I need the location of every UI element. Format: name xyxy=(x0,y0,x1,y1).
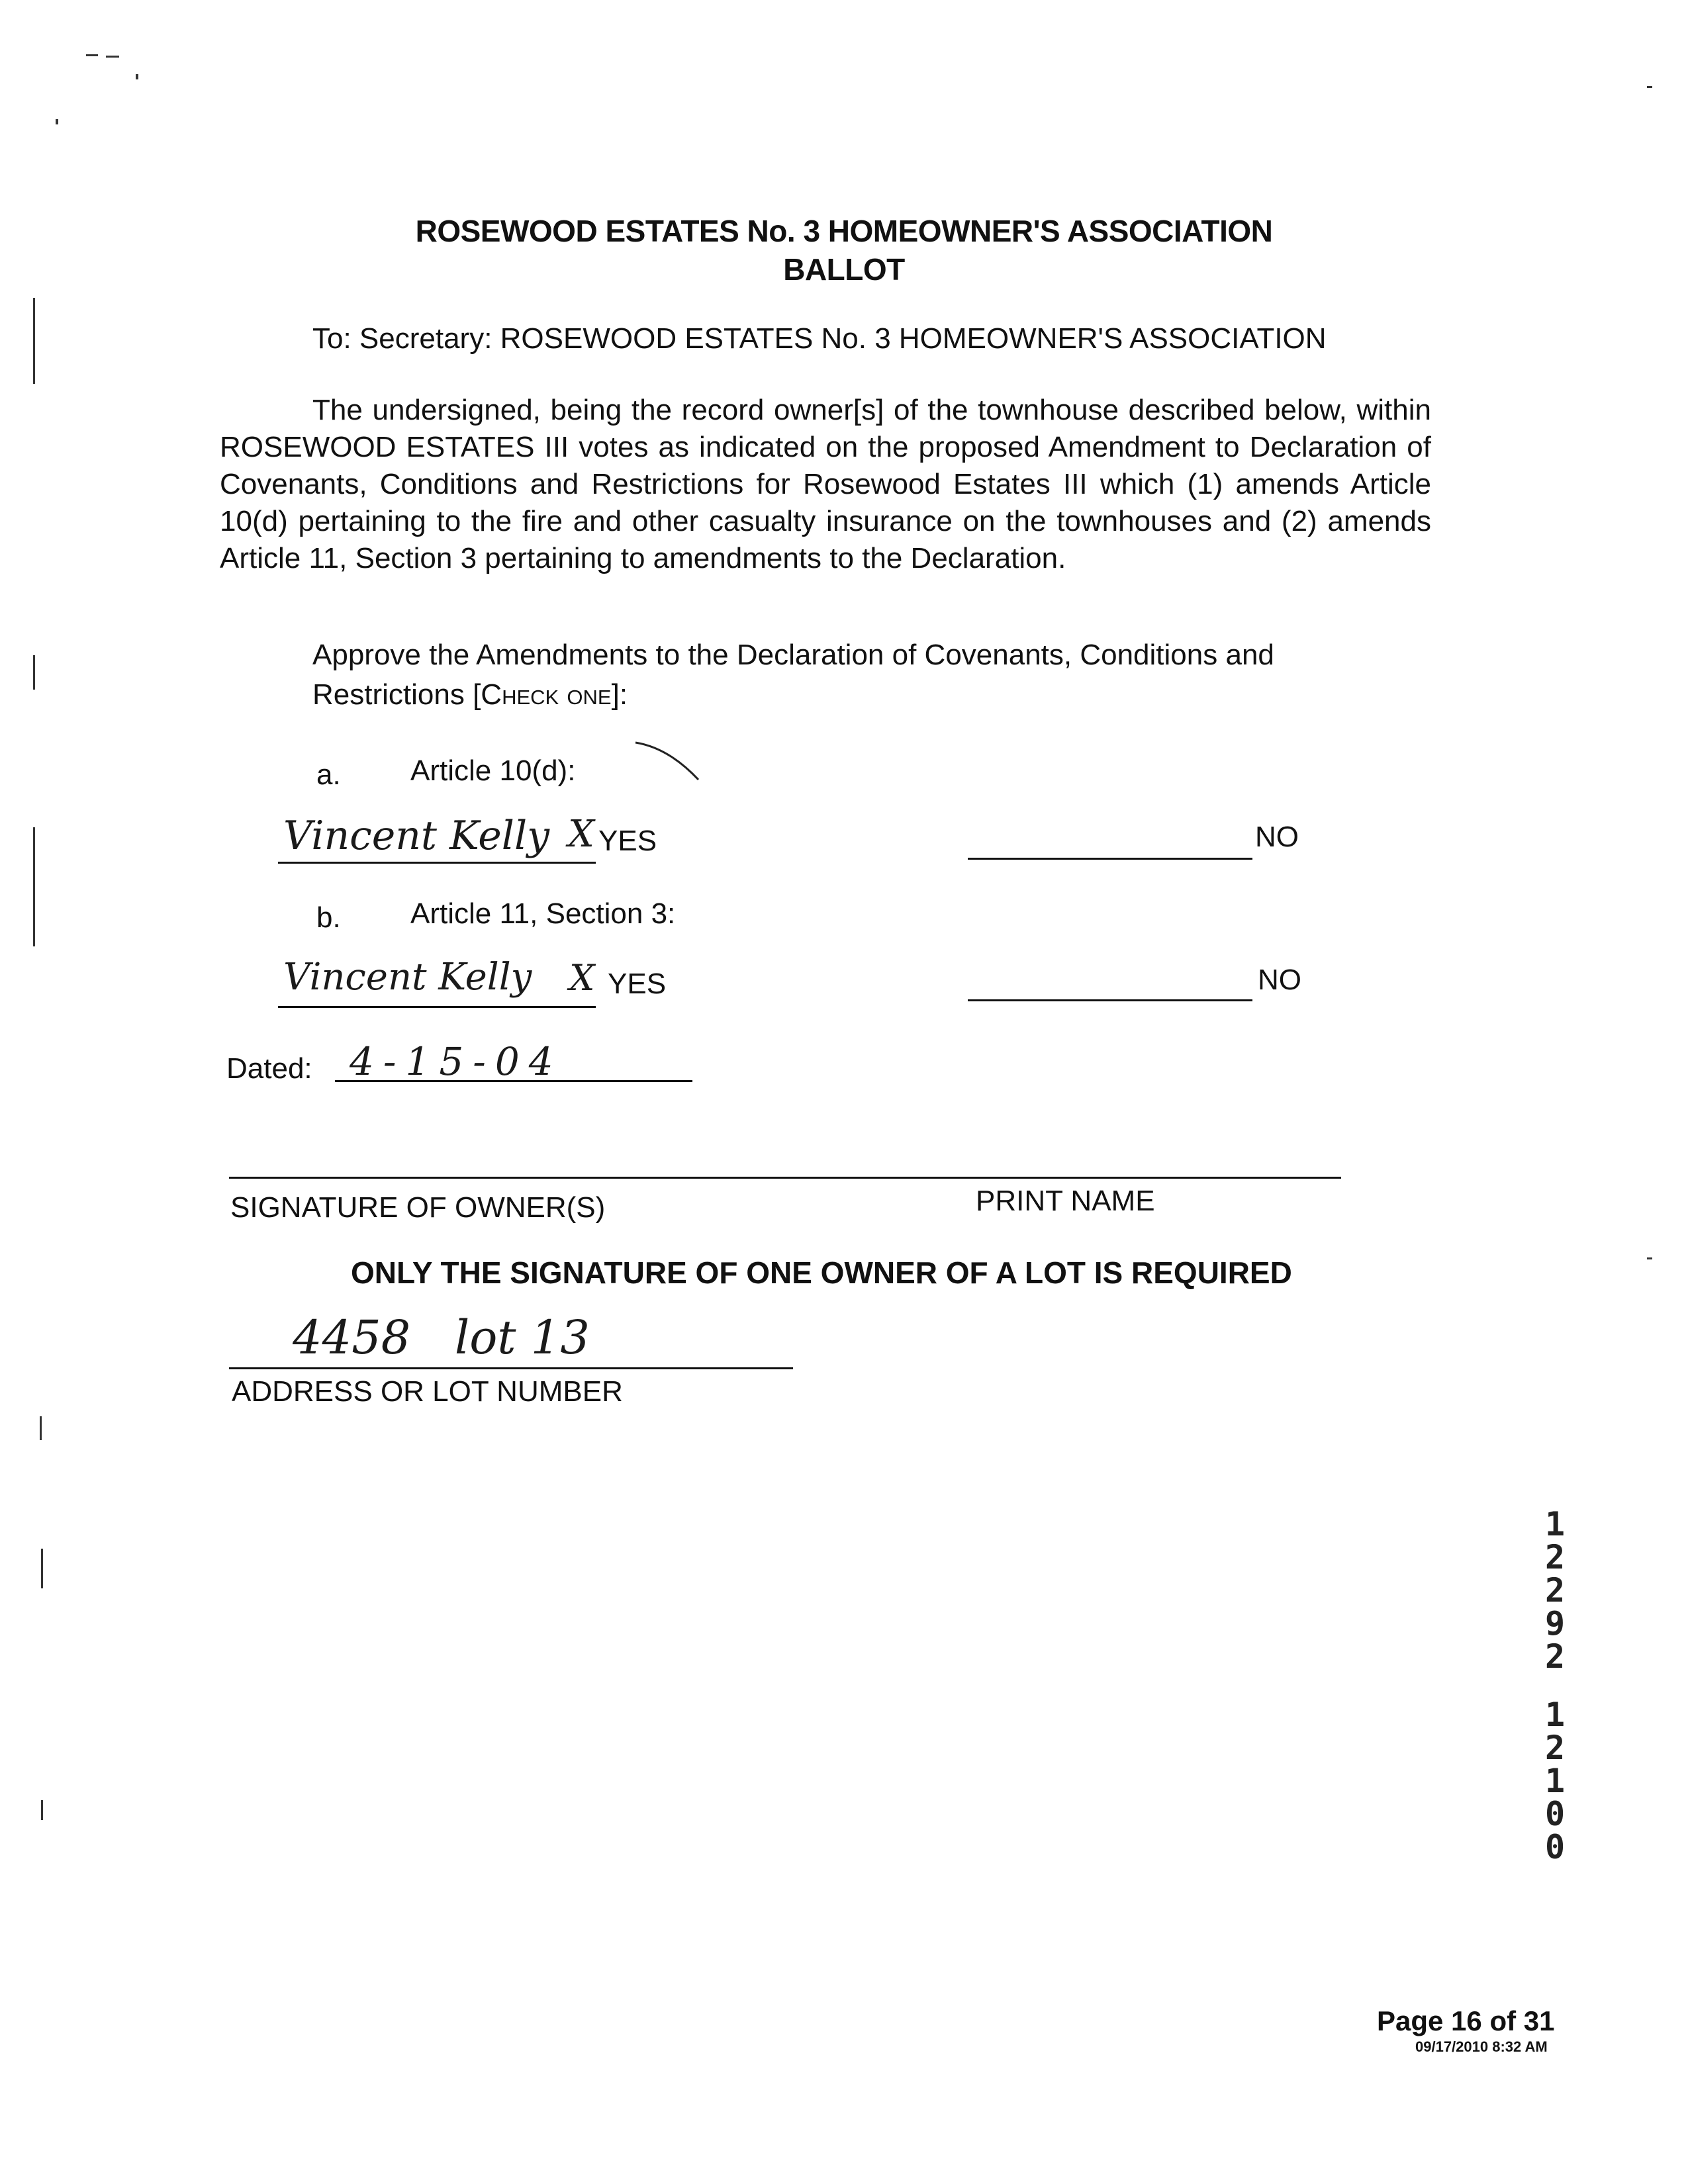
stamp-digit: 2 xyxy=(1545,1538,1566,1576)
scan-mark xyxy=(1647,1257,1652,1259)
stamp-digit: 1 xyxy=(1545,1762,1566,1800)
page-number: Page 16 of 31 xyxy=(1377,2005,1555,2036)
item-b-vote-mark[interactable]: X xyxy=(569,957,595,999)
item-a-label: Article 10(d): xyxy=(410,754,576,787)
stamp-digit: 2 xyxy=(1545,1637,1566,1676)
item-a-yes-line xyxy=(278,862,596,864)
stamp-digit: 9 xyxy=(1545,1604,1566,1643)
item-a-yes-label: YES xyxy=(598,825,657,857)
scan-mark xyxy=(33,298,35,384)
page-timestamp: 09/17/2010 8:32 AM xyxy=(1415,2038,1548,2055)
scan-mark xyxy=(1647,86,1652,88)
scan-mark xyxy=(33,655,35,690)
document-title: ROSEWOOD ESTATES No. 3 HOMEOWNER'S ASSOCIATION xyxy=(415,214,1273,248)
item-a-no-line[interactable] xyxy=(968,858,1252,860)
check-one-label: Check one xyxy=(481,678,612,711)
stamp-digit: 1 xyxy=(1545,1505,1566,1543)
item-b-label: Article 11, Section 3: xyxy=(410,897,676,930)
print-name-label: PRINT NAME xyxy=(976,1185,1155,1217)
item-b-yes-line xyxy=(278,1006,596,1008)
address-value[interactable]: 4458 lot 13 xyxy=(293,1310,590,1365)
pen-stroke xyxy=(629,735,708,788)
dated-label: Dated: xyxy=(226,1052,312,1085)
item-a-vote-mark[interactable]: X xyxy=(568,813,594,856)
scan-mark xyxy=(33,827,35,946)
item-a-no-label: NO xyxy=(1255,821,1299,853)
approve-instruction: Approve the Amendments to the Declaration of Covenants, Conditions and Restrictions [Check one]: xyxy=(312,639,1274,711)
item-b-signature[interactable]: Vincent Kelly xyxy=(283,956,532,999)
intro-paragraph xyxy=(220,392,1431,577)
item-b-yes-label: YES xyxy=(608,968,667,1000)
dated-value[interactable]: 4-15-04 xyxy=(350,1039,563,1084)
item-a-letter: a. xyxy=(316,758,341,791)
stamp-digit: 2 xyxy=(1545,1571,1566,1610)
address-label: ADDRESS OR LOT NUMBER xyxy=(232,1375,623,1408)
scan-mark xyxy=(41,1800,43,1820)
signature-of-owners-label: SIGNATURE OF OWNER(S) xyxy=(230,1191,606,1224)
scan-mark xyxy=(56,119,58,124)
scan-mark xyxy=(106,56,119,58)
scan-mark xyxy=(41,1549,43,1588)
item-b-no-line[interactable] xyxy=(968,999,1252,1001)
intro-paragraph-text: The undersigned, being the record owner[s] of the townhouse described below, within ROSEWOOD ESTATES III votes as indicated on the proposed Amendment to Declaration of Covenants, Conditions and Restrictions for Rosewood Estates III which (1) amends Article 10(d) pertaining to the fire and other casualty insurance on the townhouses and (2) amends Article 11, Section 3 pertaining to amendments to the Declaration. xyxy=(220,394,1431,574)
dated-line xyxy=(335,1080,692,1082)
scan-mark xyxy=(136,74,138,79)
item-b-no-label: NO xyxy=(1258,964,1301,996)
document-subtitle: BALLOT xyxy=(783,252,905,287)
signature-line[interactable] xyxy=(229,1177,1341,1179)
stamp-digit: 2 xyxy=(1545,1729,1566,1767)
item-a-signature[interactable]: Vincent Kelly xyxy=(283,813,550,859)
stamp-digit: 1 xyxy=(1545,1696,1566,1734)
stamp-digit: 0 xyxy=(1545,1795,1566,1833)
address-line xyxy=(229,1367,793,1369)
scan-mark xyxy=(40,1416,42,1440)
item-b-letter: b. xyxy=(316,901,341,934)
scan-mark xyxy=(86,54,98,56)
to-line: To: Secretary: ROSEWOOD ESTATES No. 3 HOMEOWNER'S ASSOCIATION xyxy=(312,322,1327,355)
required-signature-notice: ONLY THE SIGNATURE OF ONE OWNER OF A LOT IS REQUIRED xyxy=(351,1255,1292,1290)
stamp-digit: 0 xyxy=(1545,1828,1566,1866)
